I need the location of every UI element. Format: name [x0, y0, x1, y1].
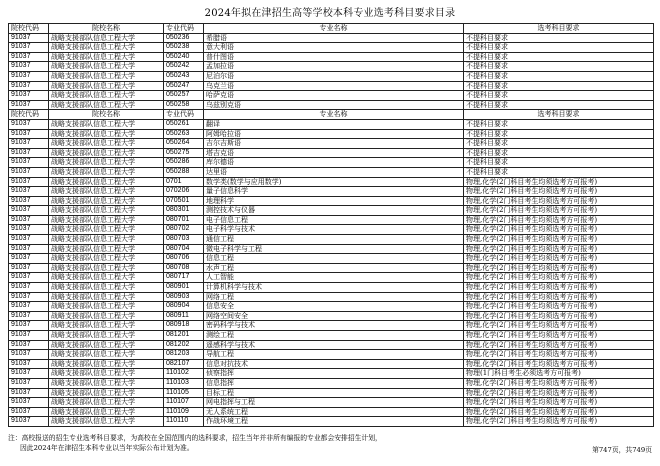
school-code-cell: 91037 — [9, 244, 49, 254]
school-code-cell: 91037 — [9, 62, 49, 72]
school-name-cell: 战略支援部队信息工程大学 — [49, 119, 164, 129]
major-code-cell: 080708 — [164, 263, 204, 273]
table-row — [9, 158, 654, 168]
table-row — [9, 417, 654, 427]
requirement-cell: 不提科目要求 — [464, 129, 654, 139]
header-subject-requirement: 选考科目要求 — [464, 24, 654, 34]
major-name-cell: 网络空间安全 — [204, 311, 464, 321]
school-name-cell: 战略支援部队信息工程大学 — [49, 148, 164, 158]
table-row — [9, 388, 654, 398]
major-code-cell: 080301 — [164, 206, 204, 216]
requirement-cell: 不提科目要求 — [464, 158, 654, 168]
school-code-cell: 91037 — [9, 407, 49, 417]
school-code-cell: 91037 — [9, 292, 49, 302]
page-number: 第747页，共749页 — [592, 446, 652, 454]
major-name-cell: 导航工程 — [204, 350, 464, 360]
requirement-cell: 物理,化学(2门科目考生均须选考方可报考) — [464, 302, 654, 312]
school-name-cell: 战略支援部队信息工程大学 — [49, 340, 164, 350]
school-name-cell: 战略支援部队信息工程大学 — [49, 71, 164, 81]
table-row — [9, 100, 654, 110]
table-row — [9, 378, 654, 388]
major-code-cell: 110105 — [164, 388, 204, 398]
school-name-cell: 战略支援部队信息工程大学 — [49, 33, 164, 43]
table-row — [9, 225, 654, 235]
major-name-cell: 网电指挥与工程 — [204, 398, 464, 408]
requirement-cell: 物理,化学(2门科目考生均须选考方可报考) — [464, 283, 654, 293]
requirement-cell: 物理,化学(2门科目考生均须选考方可报考) — [464, 187, 654, 197]
school-code-cell: 91037 — [9, 119, 49, 129]
major-code-cell: 110102 — [164, 369, 204, 379]
school-code-cell: 91037 — [9, 52, 49, 62]
major-name-cell: 量子信息科学 — [204, 187, 464, 197]
requirement-cell: 物理,化学(2门科目考生均须选考方可报考) — [464, 331, 654, 341]
requirement-cell: 物理,化学(2门科目考生均须选考方可报考) — [464, 398, 654, 408]
school-code-cell: 91037 — [9, 283, 49, 293]
major-name-cell: 库尔德语 — [204, 158, 464, 168]
major-code-cell: 110107 — [164, 398, 204, 408]
requirement-cell: 物理,化学(2门科目考生均须选考方可报考) — [464, 292, 654, 302]
major-code-cell: 050261 — [164, 119, 204, 129]
major-name-cell: 吉尔吉斯语 — [204, 139, 464, 149]
major-code-cell: 050288 — [164, 167, 204, 177]
table-row — [9, 398, 654, 408]
school-name-cell: 战略支援部队信息工程大学 — [49, 388, 164, 398]
requirement-cell: 物理,化学(2门科目考生均须选考方可报考) — [464, 388, 654, 398]
requirement-cell: 物理,化学(2门科目考生均须选考方可报考) — [464, 206, 654, 216]
school-name-cell: 战略支援部队信息工程大学 — [49, 52, 164, 62]
major-name-cell: 塔吉克语 — [204, 148, 464, 158]
school-name-cell: 战略支援部队信息工程大学 — [49, 187, 164, 197]
major-name-cell: 翻译 — [204, 119, 464, 129]
major-code-cell: 050236 — [164, 33, 204, 43]
requirement-cell: 不提科目要求 — [464, 71, 654, 81]
school-code-cell: 91037 — [9, 263, 49, 273]
table-row — [9, 302, 654, 312]
table-row — [9, 196, 654, 206]
school-name-cell: 战略支援部队信息工程大学 — [49, 292, 164, 302]
table-row — [9, 91, 654, 101]
school-code-cell: 91037 — [9, 302, 49, 312]
footnote — [8, 434, 568, 453]
major-code-cell: 080911 — [164, 311, 204, 321]
major-name-cell: 阿姆哈拉语 — [204, 129, 464, 139]
major-code-cell: 080701 — [164, 215, 204, 225]
major-name-cell: 电子科学与技术 — [204, 225, 464, 235]
school-name-cell: 战略支援部队信息工程大学 — [49, 235, 164, 245]
school-name-cell: 战略支援部队信息工程大学 — [49, 129, 164, 139]
major-name-cell: 人工智能 — [204, 273, 464, 283]
major-code-cell: 080903 — [164, 292, 204, 302]
table-header-row — [9, 24, 654, 34]
requirement-cell: 物理,化学(2门科目考生均须选考方可报考) — [464, 340, 654, 350]
school-name-cell: 战略支援部队信息工程大学 — [49, 302, 164, 312]
major-code-cell: 081201 — [164, 331, 204, 341]
major-name-cell: 意大利语 — [204, 43, 464, 53]
school-code-cell: 91037 — [9, 311, 49, 321]
table-row — [9, 235, 654, 245]
school-code-cell: 91037 — [9, 225, 49, 235]
table-row — [9, 167, 654, 177]
table-row — [9, 350, 654, 360]
requirement-cell: 物理,化学(2门科目考生均须选考方可报考) — [464, 177, 654, 187]
major-code-cell: 110109 — [164, 407, 204, 417]
major-code-cell: 050247 — [164, 81, 204, 91]
school-code-cell: 91037 — [9, 254, 49, 264]
school-code-cell: 91037 — [9, 273, 49, 283]
major-code-cell: 110110 — [164, 417, 204, 427]
requirement-cell: 不提科目要求 — [464, 148, 654, 158]
major-name-cell: 通信工程 — [204, 235, 464, 245]
major-name-cell: 信息安全 — [204, 302, 464, 312]
table-row — [9, 359, 654, 369]
school-name-cell: 战略支援部队信息工程大学 — [49, 206, 164, 216]
school-code-cell: 91037 — [9, 206, 49, 216]
major-code-cell: 050240 — [164, 52, 204, 62]
school-name-cell: 战略支援部队信息工程大学 — [49, 139, 164, 149]
major-name-cell: 尼泊尔语 — [204, 71, 464, 81]
requirement-cell: 物理,化学(2门科目考生均须选考方可报考) — [464, 350, 654, 360]
school-name-cell: 战略支援部队信息工程大学 — [49, 398, 164, 408]
major-code-cell: 082107 — [164, 359, 204, 369]
school-code-cell: 91037 — [9, 359, 49, 369]
school-code-cell: 91037 — [9, 388, 49, 398]
table-body — [9, 33, 654, 426]
school-name-cell: 战略支援部队信息工程大学 — [49, 244, 164, 254]
requirement-cell: 不提科目要求 — [464, 100, 654, 110]
major-name-cell: 测控技术与仪器 — [204, 206, 464, 216]
table-row — [9, 292, 654, 302]
requirement-cell: 物理,化学(2门科目考生均须选考方可报考) — [464, 321, 654, 331]
major-name-cell: 达里语 — [204, 167, 464, 177]
school-code-cell: 91037 — [9, 417, 49, 427]
school-name-cell: 战略支援部队信息工程大学 — [49, 100, 164, 110]
major-code-cell: 080904 — [164, 302, 204, 312]
school-name-cell: 战略支援部队信息工程大学 — [49, 359, 164, 369]
table-row — [9, 407, 654, 417]
school-name-cell: 战略支援部队信息工程大学 — [49, 91, 164, 101]
requirement-cell: 物理,化学(2门科目考生均须选考方可报考) — [464, 359, 654, 369]
table-row — [9, 263, 654, 273]
major-name-cell: 微电子科学与工程 — [204, 244, 464, 254]
table-row — [9, 283, 654, 293]
major-name-cell: 目标工程 — [204, 388, 464, 398]
requirement-cell: 物理,化学(2门科目考生均须选考方可报考) — [464, 417, 654, 427]
school-name-cell: 战略支援部队信息工程大学 — [49, 273, 164, 283]
requirement-cell: 物理,化学(2门科目考生均须选考方可报考) — [464, 225, 654, 235]
school-code-cell: 91037 — [9, 43, 49, 53]
header-major-code: 专业代码 — [164, 24, 204, 34]
school-name-cell: 战略支援部队信息工程大学 — [49, 378, 164, 388]
major-name-cell: 乌克兰语 — [204, 81, 464, 91]
major-name-cell: 数学类(数学与应用数学) — [204, 177, 464, 187]
major-code-cell: 050238 — [164, 43, 204, 53]
major-name-cell: 孟加拉语 — [204, 62, 464, 72]
table-row — [9, 52, 654, 62]
footnote-line-2: 因此2024年在津招生本科专业以当年实际公布计划为准。 — [20, 443, 194, 452]
table-row — [9, 311, 654, 321]
school-name-cell: 战略支援部队信息工程大学 — [49, 177, 164, 187]
major-code-cell: 080704 — [164, 244, 204, 254]
school-code-cell: 91037 — [9, 148, 49, 158]
table-row — [9, 369, 654, 379]
major-name-cell: 计算机科学与技术 — [204, 283, 464, 293]
table-row — [9, 81, 654, 91]
requirements-table — [8, 23, 654, 427]
school-code-cell: 91037 — [9, 369, 49, 379]
header-school-code: 院校代码 — [9, 24, 49, 34]
major-code-cell: 080706 — [164, 254, 204, 264]
repeated-header-cell: 选考科目要求 — [464, 110, 654, 120]
school-code-cell: 91037 — [9, 91, 49, 101]
school-name-cell: 战略支援部队信息工程大学 — [49, 283, 164, 293]
major-name-cell: 乌兹别克语 — [204, 100, 464, 110]
major-code-cell: 050243 — [164, 71, 204, 81]
major-name-cell: 密码科学与技术 — [204, 321, 464, 331]
requirement-cell: 不提科目要求 — [464, 139, 654, 149]
major-name-cell: 信息对抗技术 — [204, 359, 464, 369]
school-name-cell: 战略支援部队信息工程大学 — [49, 321, 164, 331]
requirement-cell: 物理,化学(2门科目考生均须选考方可报考) — [464, 196, 654, 206]
school-code-cell: 91037 — [9, 167, 49, 177]
school-name-cell: 战略支援部队信息工程大学 — [49, 215, 164, 225]
requirement-cell: 不提科目要求 — [464, 52, 654, 62]
requirement-cell: 物理,化学(2门科目考生均须选考方可报考) — [464, 254, 654, 264]
requirement-cell: 不提科目要求 — [464, 43, 654, 53]
school-name-cell: 战略支援部队信息工程大学 — [49, 167, 164, 177]
requirement-cell: 物理(1门科目考生必须选考方可报考) — [464, 369, 654, 379]
table-row — [9, 148, 654, 158]
school-name-cell: 战略支援部队信息工程大学 — [49, 331, 164, 341]
school-code-cell: 91037 — [9, 235, 49, 245]
table-row — [9, 71, 654, 81]
school-name-cell: 战略支援部队信息工程大学 — [49, 196, 164, 206]
major-name-cell: 侦察指挥 — [204, 369, 464, 379]
major-name-cell: 网络工程 — [204, 292, 464, 302]
table-row — [9, 33, 654, 43]
major-code-cell: 070501 — [164, 196, 204, 206]
major-code-cell: 110103 — [164, 378, 204, 388]
table-row — [9, 187, 654, 197]
major-name-cell: 水声工程 — [204, 263, 464, 273]
school-code-cell: 91037 — [9, 321, 49, 331]
table-row — [9, 273, 654, 283]
school-name-cell: 战略支援部队信息工程大学 — [49, 407, 164, 417]
requirement-cell: 不提科目要求 — [464, 62, 654, 72]
school-code-cell: 91037 — [9, 215, 49, 225]
major-code-cell: 070206 — [164, 187, 204, 197]
table-row — [9, 129, 654, 139]
requirement-cell: 不提科目要求 — [464, 91, 654, 101]
repeated-header-cell: 专业名称 — [204, 110, 464, 120]
requirement-cell: 物理,化学(2门科目考生均须选考方可报考) — [464, 311, 654, 321]
major-name-cell: 普什图语 — [204, 52, 464, 62]
table-row — [9, 321, 654, 331]
requirement-cell: 物理,化学(2门科目考生均须选考方可报考) — [464, 215, 654, 225]
major-code-cell: 080901 — [164, 283, 204, 293]
header-school-name: 院校名称 — [49, 24, 164, 34]
major-name-cell: 希腊语 — [204, 33, 464, 43]
school-code-cell: 91037 — [9, 177, 49, 187]
repeated-header-row — [9, 110, 654, 120]
major-name-cell: 哈萨克语 — [204, 91, 464, 101]
requirement-cell: 不提科目要求 — [464, 119, 654, 129]
school-name-cell: 战略支援部队信息工程大学 — [49, 369, 164, 379]
school-code-cell: 91037 — [9, 129, 49, 139]
school-code-cell: 91037 — [9, 158, 49, 168]
major-name-cell: 信息工程 — [204, 254, 464, 264]
school-code-cell: 91037 — [9, 81, 49, 91]
requirement-cell: 物理,化学(2门科目考生均须选考方可报考) — [464, 407, 654, 417]
school-name-cell: 战略支援部队信息工程大学 — [49, 225, 164, 235]
school-name-cell: 战略支援部队信息工程大学 — [49, 417, 164, 427]
school-code-cell: 91037 — [9, 398, 49, 408]
page-title: 2024年拟在津招生高等学校本科专业选考科目要求目录 — [204, 8, 456, 19]
table-row — [9, 215, 654, 225]
school-code-cell: 91037 — [9, 139, 49, 149]
requirement-cell: 物理,化学(2门科目考生均须选考方可报考) — [464, 244, 654, 254]
school-code-cell: 91037 — [9, 196, 49, 206]
school-name-cell: 战略支援部队信息工程大学 — [49, 62, 164, 72]
requirement-cell: 物理,化学(2门科目考生均须选考方可报考) — [464, 273, 654, 283]
school-code-cell: 91037 — [9, 350, 49, 360]
table-row — [9, 43, 654, 53]
school-code-cell: 91037 — [9, 340, 49, 350]
school-name-cell: 战略支援部队信息工程大学 — [49, 311, 164, 321]
school-name-cell: 战略支援部队信息工程大学 — [49, 158, 164, 168]
school-code-cell: 91037 — [9, 187, 49, 197]
school-name-cell: 战略支援部队信息工程大学 — [49, 263, 164, 273]
major-name-cell: 测绘工程 — [204, 331, 464, 341]
requirement-cell: 不提科目要求 — [464, 167, 654, 177]
footnote-line-1: 注：高校报送的招生专业选考科目要求，为高校在全国范围内的选科要求，招生当年并非所有编报的专业都会安排招生计划， — [8, 434, 382, 442]
major-code-cell: 081202 — [164, 340, 204, 350]
major-code-cell: 050275 — [164, 148, 204, 158]
repeated-header-cell: 院校名称 — [49, 110, 164, 120]
major-code-cell: 080703 — [164, 235, 204, 245]
major-code-cell: 0701 — [164, 177, 204, 187]
table-row — [9, 206, 654, 216]
school-name-cell: 战略支援部队信息工程大学 — [49, 81, 164, 91]
school-code-cell: 91037 — [9, 331, 49, 341]
major-code-cell: 050257 — [164, 91, 204, 101]
school-name-cell: 战略支援部队信息工程大学 — [49, 43, 164, 53]
repeated-header-cell: 专业代码 — [164, 110, 204, 120]
major-name-cell: 无人系统工程 — [204, 407, 464, 417]
major-name-cell: 信息指挥 — [204, 378, 464, 388]
school-code-cell: 91037 — [9, 33, 49, 43]
table-row — [9, 254, 654, 264]
table-row — [9, 177, 654, 187]
header-major-name: 专业名称 — [204, 24, 464, 34]
major-code-cell: 050286 — [164, 158, 204, 168]
table-row — [9, 331, 654, 341]
repeated-header-cell: 院校代码 — [9, 110, 49, 120]
school-name-cell: 战略支援部队信息工程大学 — [49, 350, 164, 360]
major-code-cell: 080717 — [164, 273, 204, 283]
major-name-cell: 作战环境工程 — [204, 417, 464, 427]
school-code-cell: 91037 — [9, 378, 49, 388]
table-row — [9, 139, 654, 149]
school-code-cell: 91037 — [9, 100, 49, 110]
requirement-cell: 物理,化学(2门科目考生均须选考方可报考) — [464, 235, 654, 245]
major-name-cell: 遥感科学与技术 — [204, 340, 464, 350]
major-code-cell: 050263 — [164, 129, 204, 139]
major-code-cell: 081203 — [164, 350, 204, 360]
major-code-cell: 050258 — [164, 100, 204, 110]
requirement-cell: 不提科目要求 — [464, 33, 654, 43]
major-code-cell: 050264 — [164, 139, 204, 149]
table-row — [9, 244, 654, 254]
school-code-cell: 91037 — [9, 71, 49, 81]
major-code-cell: 050242 — [164, 62, 204, 72]
requirement-cell: 物理,化学(2门科目考生均须选考方可报考) — [464, 378, 654, 388]
table-row — [9, 119, 654, 129]
school-name-cell: 战略支援部队信息工程大学 — [49, 254, 164, 264]
major-code-cell: 080918 — [164, 321, 204, 331]
table-row — [9, 340, 654, 350]
requirement-cell: 物理,化学(2门科目考生均须选考方可报考) — [464, 263, 654, 273]
table-row — [9, 62, 654, 72]
requirement-cell: 不提科目要求 — [464, 81, 654, 91]
major-name-cell: 电子信息工程 — [204, 215, 464, 225]
major-code-cell: 080702 — [164, 225, 204, 235]
major-name-cell: 地理科学 — [204, 196, 464, 206]
